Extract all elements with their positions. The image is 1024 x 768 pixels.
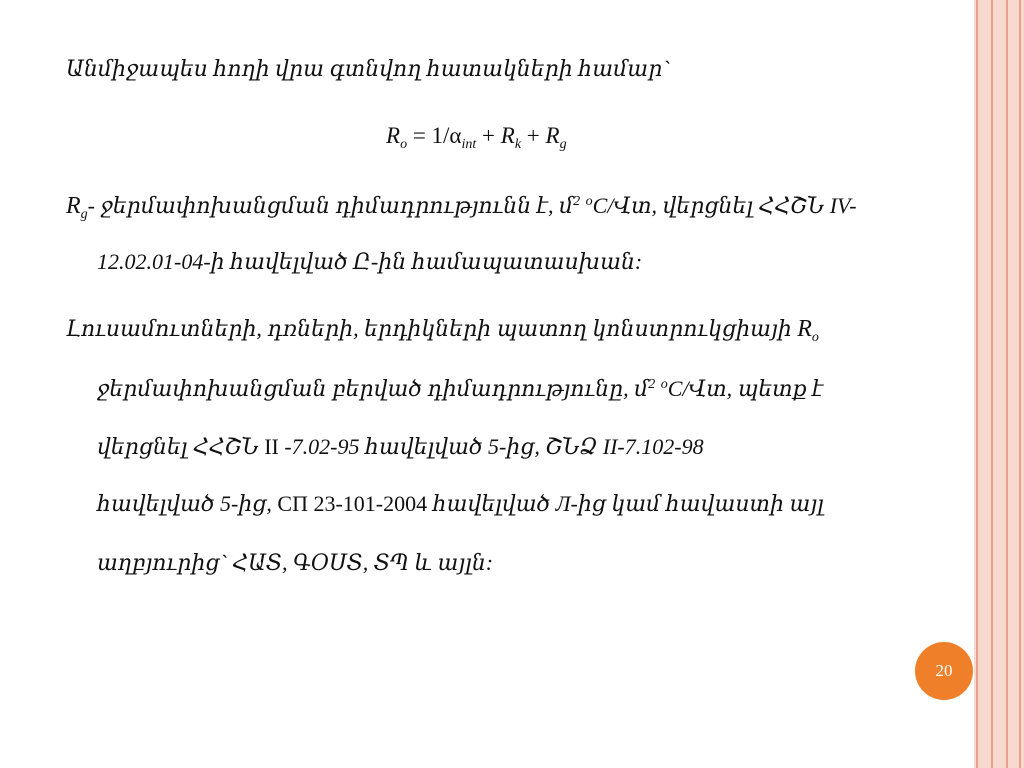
paragraph-ro-line-3 xyxy=(97,434,704,460)
rg-symbol: R xyxy=(66,193,81,219)
ro-sub-o: o xyxy=(811,330,819,345)
ro-text-4a: հավելված 5-ից, xyxy=(97,491,278,516)
resistance-formula xyxy=(386,123,567,152)
paragraph-rg-line-1 xyxy=(66,193,857,220)
page-number-badge: 20 xyxy=(915,642,973,700)
paragraph-ro-line-1 xyxy=(66,316,819,343)
ro-sup-2: 2 xyxy=(648,377,656,392)
ro-sup-o: o xyxy=(660,377,668,392)
ro-symbol: R xyxy=(797,316,812,342)
formula-rk-symbol: R xyxy=(500,123,515,148)
side-decoration-band xyxy=(974,0,1024,768)
paragraph-ro-line-2 xyxy=(97,376,823,402)
ro-text-2a: ջերմափոխանցման բերված դիմադրությունը, մ xyxy=(97,376,649,401)
intro-text: Անմիջապես հողի վրա գտնվող հատակների համար` xyxy=(66,56,670,81)
rg-sub-g: g xyxy=(80,207,88,222)
side-decoration-line xyxy=(976,0,978,768)
ro-text-3c: 7.02-95 հավելված 5-ից, ՇՆՁ II-7.102-98 xyxy=(291,434,704,459)
formula-sub-g: g xyxy=(559,137,567,152)
paragraph-rg-line-2: 12.02.01-04-ի հավելված Ը-ին համապատասխան: xyxy=(97,249,643,274)
ro-text-4b: СП 23-101-2004 xyxy=(277,491,428,516)
rg-sup-2: 2 xyxy=(573,194,581,209)
formula-sub-k: k xyxy=(514,137,522,152)
side-decoration-line xyxy=(1019,0,1021,768)
ro-text-4c: հավելված Л-ից կամ հավաստի այլ xyxy=(427,491,824,516)
formula-sub-o: o xyxy=(400,137,408,152)
side-decoration-line xyxy=(991,0,993,768)
formula-r-symbol: R xyxy=(386,123,401,148)
formula-plus: + xyxy=(476,123,501,148)
rg-sup-o: o xyxy=(585,194,593,209)
ro-text-3b: II - xyxy=(264,434,292,459)
paragraph-ro-line-5: աղբյուրից` ՀԱՏ, ԳՕՍՏ, ՏՊ և այլն: xyxy=(97,550,494,575)
formula-rg-symbol: R xyxy=(545,123,560,148)
ro-text-3a: վերցնել ՀՀՇՆ xyxy=(97,434,265,459)
rg-text-1: - ջերմափոխանցման դիմադրությունն է, մ xyxy=(87,193,574,218)
ro-text-2b: C/Վտ, պետք է xyxy=(667,376,824,401)
paragraph-ro-line-4 xyxy=(97,491,824,517)
ro-text-1: Լուսամուտների, դռների, երդիկների պատող կոնստրուկցիայի xyxy=(66,316,798,341)
side-decoration-line xyxy=(1006,0,1008,768)
formula-equals: = 1/α xyxy=(407,123,462,148)
formula-plus: + xyxy=(521,123,546,148)
formula-sub-int: int xyxy=(461,137,477,152)
rg-text-2: C/Վտ, վերցնել ՀՀՇՆ IV- xyxy=(592,193,857,218)
